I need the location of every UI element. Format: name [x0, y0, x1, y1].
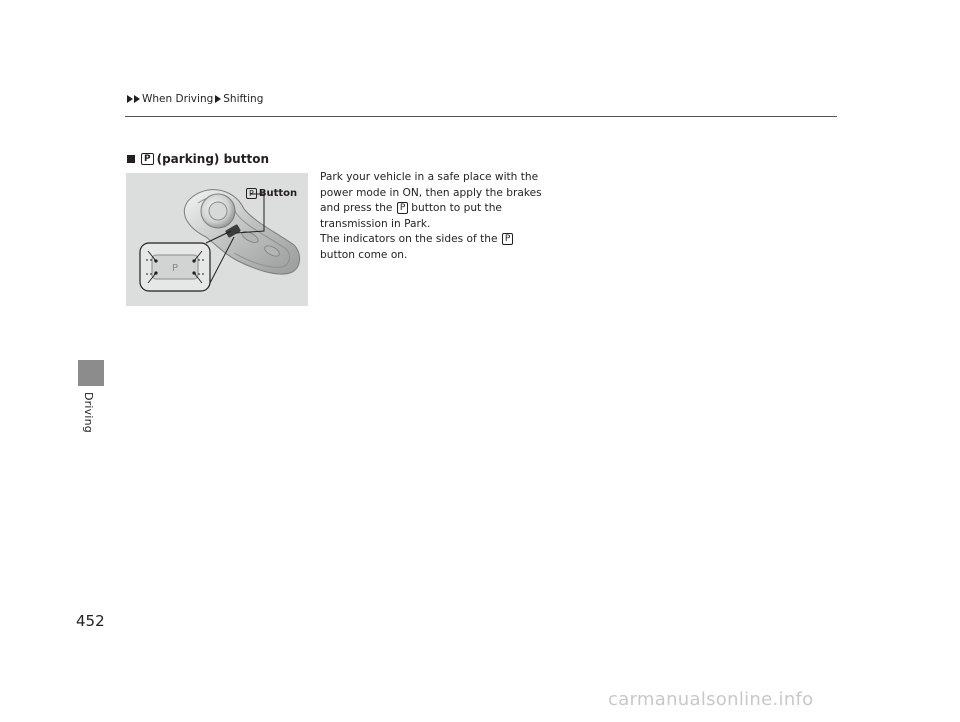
breadcrumb [127, 93, 263, 105]
section-bullet-icon [127, 155, 135, 163]
section-heading [127, 152, 269, 166]
instruction-text [320, 170, 550, 263]
breadcrumb-arrow-icon [215, 95, 221, 103]
breadcrumb-arrow-icon [127, 95, 133, 103]
page-number: 452 [76, 612, 105, 630]
watermark[interactable]: carmanualsonline.info [608, 689, 814, 710]
instruction-text-part: button come on. [320, 248, 408, 261]
chapter-tab-marker[interactable] [78, 360, 104, 386]
p-key-glyph: P [397, 202, 408, 214]
p-key-glyph: P [502, 233, 513, 245]
figure-callout [245, 188, 297, 199]
breadcrumb-item-when-driving[interactable]: When Driving [142, 93, 214, 105]
instruction-text-part: button to put the transmission in Park. [320, 202, 502, 230]
instruction-text-part: The indicators on the sides of the [320, 233, 498, 245]
p-button-glyph: P [171, 263, 179, 274]
breadcrumb-item-shifting[interactable]: Shifting [223, 93, 264, 105]
instruction-text-part: Park your vehicle in a safe place with the power mode in ON, then apply the brakes and press the [320, 171, 542, 214]
breadcrumb-arrow-icon [134, 95, 140, 103]
p-key-glyph: P [141, 153, 154, 165]
header-divider [125, 116, 837, 117]
p-key-glyph: P [246, 188, 257, 199]
section-title: (parking) button [156, 152, 269, 166]
callout-label: Button [258, 188, 298, 199]
instruction-paragraph-1 [320, 170, 550, 232]
chapter-tab-label: Driving [82, 392, 95, 433]
instruction-paragraph-2 [320, 232, 550, 263]
